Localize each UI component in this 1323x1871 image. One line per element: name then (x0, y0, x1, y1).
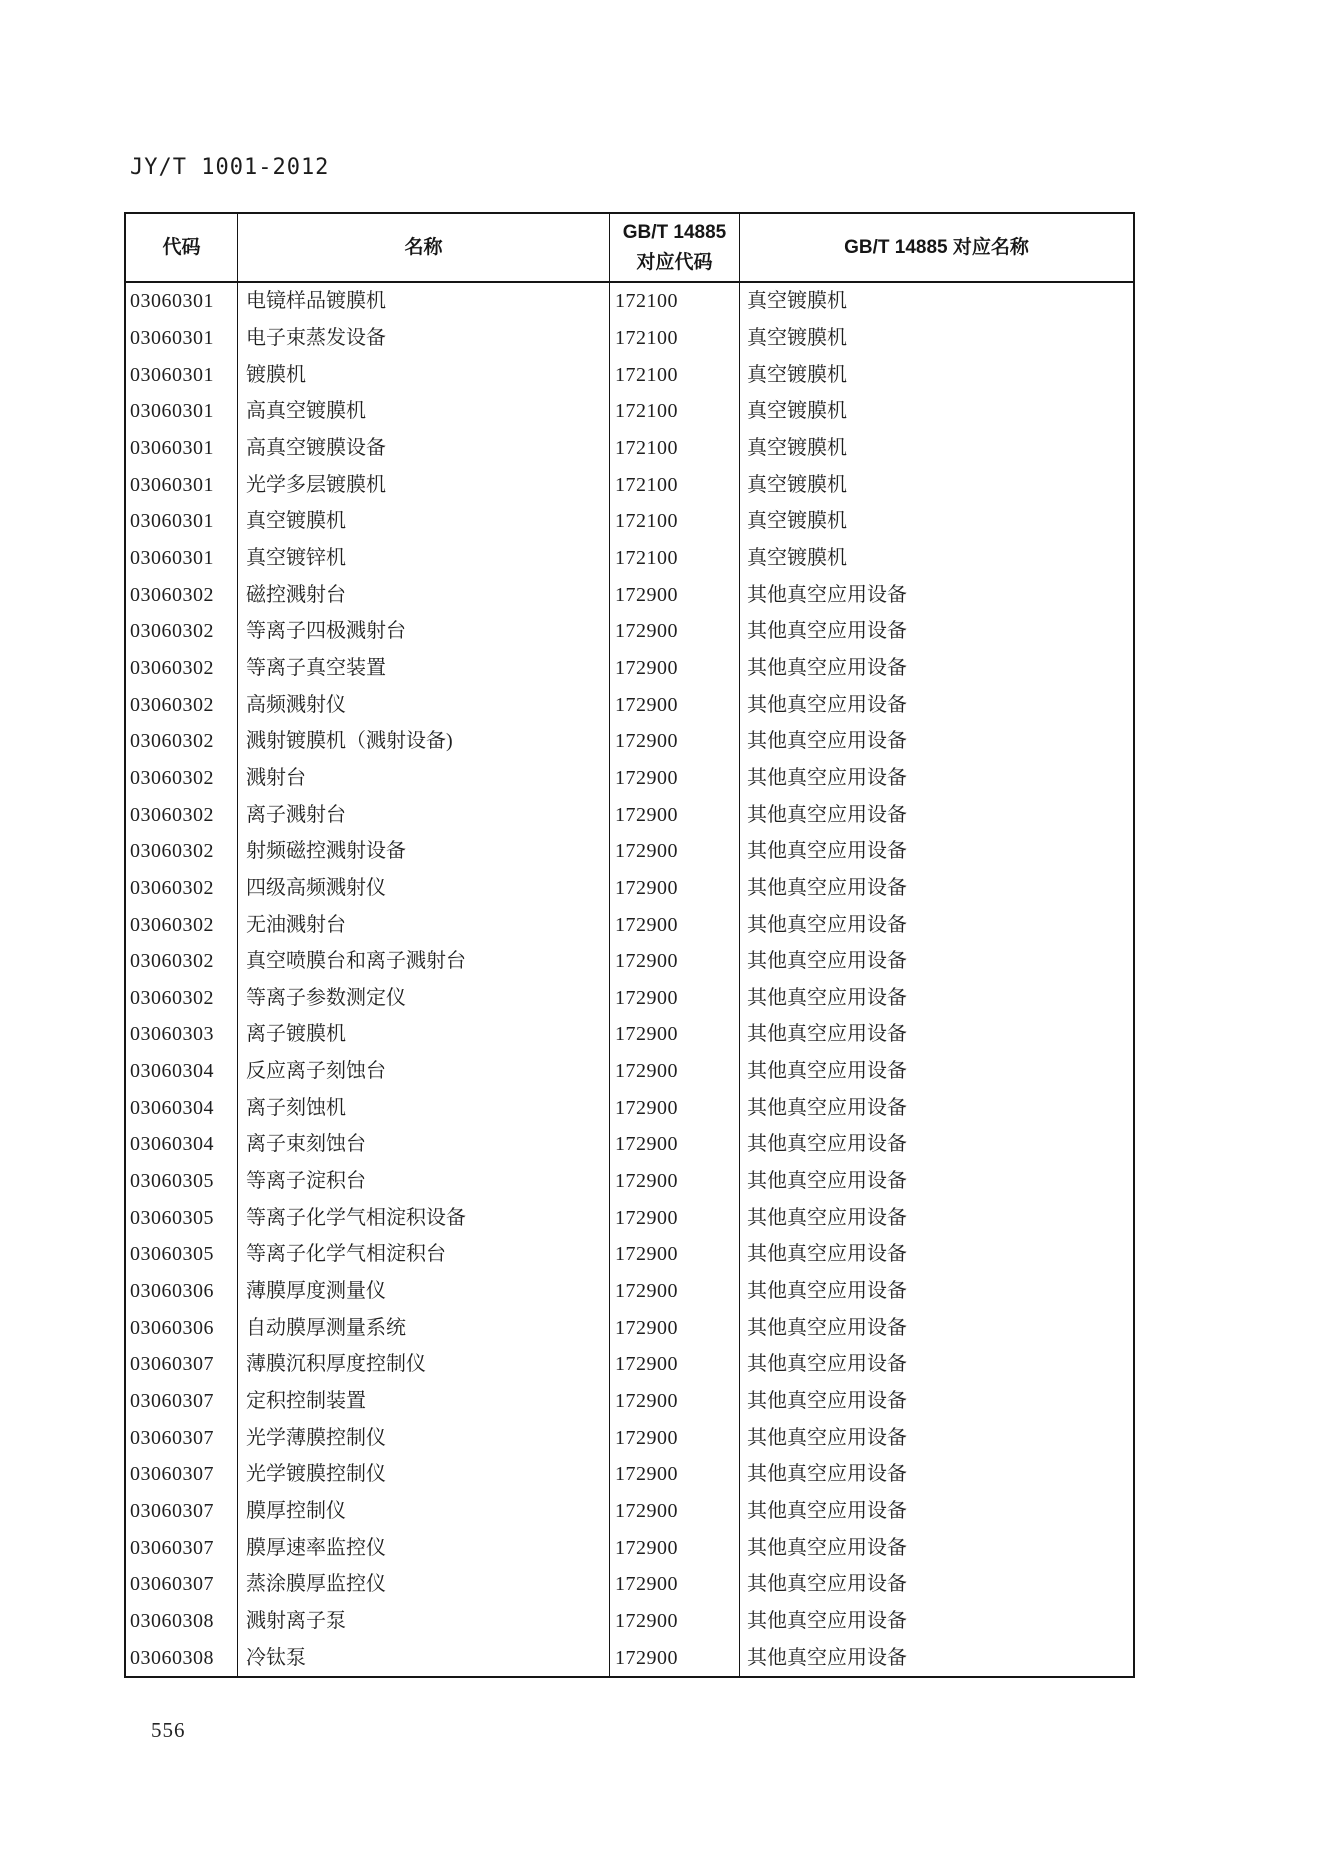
table-row (126, 1639, 1133, 1676)
cell-gb-name: 其他真空应用设备 (747, 583, 907, 606)
cell-gb-name: 其他真空应用设备 (747, 1500, 907, 1523)
cell-name: 四级高频溅射仪 (238, 870, 610, 907)
cell-code: 03060303 (126, 1016, 238, 1053)
cell-gb-name: 其他真空应用设备 (747, 1426, 907, 1449)
table-row (126, 1199, 1133, 1236)
cell-gb-name: 真空镀膜机 (747, 510, 847, 533)
cell-gb-name: 真空镀膜机 (747, 546, 847, 569)
table-row (126, 723, 1133, 760)
cell-gb-name: 其他真空应用设备 (747, 1133, 907, 1156)
cell-gb-name: 其他真空应用设备 (747, 876, 907, 899)
cell-name: 蒸涂膜厚监控仪 (238, 1566, 610, 1603)
cell-gb-name: 其他真空应用设备 (747, 1573, 907, 1596)
cell-code: 03060302 (126, 686, 238, 723)
header-name-label: 名称 (404, 236, 443, 258)
cell-name: 等离子真空装置 (238, 650, 610, 687)
cell-code: 03060304 (126, 1053, 238, 1090)
cell-code: 03060307 (126, 1346, 238, 1383)
cell-name: 电子束蒸发设备 (238, 320, 610, 357)
table-row (126, 283, 1133, 320)
cell-code: 03060307 (126, 1566, 238, 1603)
cell-gb-name: 其他真空应用设备 (747, 730, 907, 753)
header-name (238, 214, 610, 281)
cell-name: 离子刻蚀机 (238, 1089, 610, 1126)
cell-code: 03060307 (126, 1529, 238, 1566)
table-row (126, 1383, 1133, 1420)
table-row (126, 1493, 1133, 1530)
table-row (126, 1126, 1133, 1163)
cell-name: 磁控溅射台 (238, 576, 610, 613)
cell-code: 03060302 (126, 906, 238, 943)
cell-gb-code: 172100 (610, 356, 740, 393)
cell-gb-code: 172100 (610, 430, 740, 467)
table-row (126, 760, 1133, 797)
table-row (126, 1236, 1133, 1273)
table-row (126, 650, 1133, 687)
table-row (126, 356, 1133, 393)
cell-gb-code: 172900 (610, 1419, 740, 1456)
cell-code: 03060302 (126, 833, 238, 870)
table-row (126, 1346, 1133, 1383)
cell-code: 03060301 (126, 283, 238, 320)
page-number: 556 (151, 1718, 186, 1742)
cell-name: 定积控制装置 (238, 1383, 610, 1420)
cell-gb-name: 真空镀膜机 (747, 363, 847, 386)
table-row (126, 943, 1133, 980)
cell-gb-code: 172100 (610, 393, 740, 430)
cell-gb-name: 真空镀膜机 (747, 326, 847, 349)
cell-gb-code: 172900 (610, 613, 740, 650)
cell-name: 反应离子刻蚀台 (238, 1053, 610, 1090)
table-row (126, 686, 1133, 723)
table-row (126, 540, 1133, 577)
cell-gb-code: 172900 (610, 870, 740, 907)
cell-gb-code: 172100 (610, 466, 740, 503)
cell-name: 膜厚控制仪 (238, 1493, 610, 1530)
cell-gb-code: 172900 (610, 1346, 740, 1383)
table-row (126, 503, 1133, 540)
cell-gb-name: 其他真空应用设备 (747, 656, 907, 679)
cell-code: 03060305 (126, 1236, 238, 1273)
table-row (126, 430, 1133, 467)
cell-code: 03060305 (126, 1163, 238, 1200)
cell-code: 03060308 (126, 1639, 238, 1676)
table-row (126, 1419, 1133, 1456)
cell-gb-name: 其他真空应用设备 (747, 803, 907, 826)
cell-name: 等离子化学气相淀积台 (238, 1236, 610, 1273)
cell-name: 离子镀膜机 (238, 1016, 610, 1053)
cell-gb-name: 其他真空应用设备 (747, 1646, 907, 1669)
header-gb-code-line1: GB/T 14885 (622, 222, 727, 244)
cell-name: 自动膜厚测量系统 (238, 1309, 610, 1346)
cell-code: 03060302 (126, 870, 238, 907)
cell-gb-code: 172900 (610, 723, 740, 760)
cell-gb-name: 真空镀膜机 (747, 290, 847, 313)
cell-name: 等离子淀积台 (238, 1163, 610, 1200)
cell-gb-name: 其他真空应用设备 (747, 913, 907, 936)
cell-gb-name: 其他真空应用设备 (747, 693, 907, 716)
cell-name: 溅射台 (238, 760, 610, 797)
cell-name: 等离子参数测定仪 (238, 979, 610, 1016)
cell-gb-name: 其他真空应用设备 (747, 1316, 907, 1339)
cell-code: 03060302 (126, 760, 238, 797)
table-row (126, 1603, 1133, 1640)
table-row (126, 1053, 1133, 1090)
cell-name: 等离子四极溅射台 (238, 613, 610, 650)
table-row (126, 1163, 1133, 1200)
cell-code: 03060306 (126, 1309, 238, 1346)
cell-code: 03060301 (126, 540, 238, 577)
table-row (126, 1309, 1133, 1346)
header-code (126, 214, 238, 281)
cell-name: 薄膜沉积厚度控制仪 (238, 1346, 610, 1383)
cell-gb-name: 其他真空应用设备 (747, 986, 907, 1009)
cell-code: 03060307 (126, 1383, 238, 1420)
cell-gb-code: 172900 (610, 650, 740, 687)
cell-gb-code: 172100 (610, 503, 740, 540)
table-row (126, 466, 1133, 503)
cell-gb-name: 其他真空应用设备 (747, 1096, 907, 1119)
table-row (126, 979, 1133, 1016)
cell-name: 镀膜机 (238, 356, 610, 393)
header-gb-code-line2: 对应代码 (636, 251, 713, 273)
table-row (126, 1456, 1133, 1493)
cell-gb-code: 172900 (610, 686, 740, 723)
cell-code: 03060301 (126, 466, 238, 503)
table-row (126, 870, 1133, 907)
standard-number: JY/T 1001-2012 (130, 155, 330, 180)
cell-gb-code: 172900 (610, 1199, 740, 1236)
table-row (126, 1273, 1133, 1310)
cell-gb-code: 172100 (610, 283, 740, 320)
cell-gb-code: 172900 (610, 1236, 740, 1273)
cell-gb-code: 172900 (610, 1603, 740, 1640)
cell-gb-name: 其他真空应用设备 (747, 1206, 907, 1229)
table-body (126, 283, 1133, 1676)
header-code-label: 代码 (162, 236, 201, 258)
cell-gb-code: 172900 (610, 1273, 740, 1310)
cell-name: 光学多层镀膜机 (238, 466, 610, 503)
cell-name: 真空镀锌机 (238, 540, 610, 577)
cell-gb-code: 172100 (610, 540, 740, 577)
cell-code: 03060301 (126, 356, 238, 393)
header-gb-name (740, 214, 1133, 281)
cell-gb-code: 172900 (610, 833, 740, 870)
cell-gb-name: 其他真空应用设备 (747, 1390, 907, 1413)
cell-gb-code: 172900 (610, 906, 740, 943)
cell-code: 03060302 (126, 650, 238, 687)
cell-gb-name: 其他真空应用设备 (747, 1243, 907, 1266)
cell-gb-name: 其他真空应用设备 (747, 1170, 907, 1193)
cell-name: 无油溅射台 (238, 906, 610, 943)
cell-gb-code: 172900 (610, 1309, 740, 1346)
cell-gb-code: 172900 (610, 760, 740, 797)
cell-name: 冷钛泵 (238, 1639, 610, 1676)
cell-gb-code: 172900 (610, 1456, 740, 1493)
table-row (126, 613, 1133, 650)
cell-gb-name: 其他真空应用设备 (747, 620, 907, 643)
cell-gb-code: 172900 (610, 1016, 740, 1053)
cell-gb-name: 其他真空应用设备 (747, 766, 907, 789)
cell-code: 03060304 (126, 1089, 238, 1126)
table-row (126, 1089, 1133, 1126)
table-row (126, 393, 1133, 430)
table-row (126, 1566, 1133, 1603)
cell-gb-name: 其他真空应用设备 (747, 1023, 907, 1046)
cell-name: 溅射离子泵 (238, 1603, 610, 1640)
cell-gb-name: 其他真空应用设备 (747, 840, 907, 863)
cell-gb-name: 其他真空应用设备 (747, 1280, 907, 1303)
cell-gb-code: 172900 (610, 1529, 740, 1566)
table-row (126, 576, 1133, 613)
cell-gb-code: 172100 (610, 320, 740, 357)
cell-code: 03060301 (126, 430, 238, 467)
cell-gb-name: 其他真空应用设备 (747, 1353, 907, 1376)
cell-gb-code: 172900 (610, 1383, 740, 1420)
cell-code: 03060302 (126, 943, 238, 980)
cell-name: 光学镀膜控制仪 (238, 1456, 610, 1493)
cell-gb-name: 其他真空应用设备 (747, 950, 907, 973)
table-row (126, 1529, 1133, 1566)
cell-name: 高真空镀膜机 (238, 393, 610, 430)
cell-code: 03060306 (126, 1273, 238, 1310)
cell-code: 03060302 (126, 723, 238, 760)
cell-gb-code: 172900 (610, 1089, 740, 1126)
cell-code: 03060305 (126, 1199, 238, 1236)
cell-gb-code: 172900 (610, 796, 740, 833)
cell-gb-code: 172900 (610, 943, 740, 980)
cell-name: 离子溅射台 (238, 796, 610, 833)
cell-code: 03060301 (126, 320, 238, 357)
cell-gb-code: 172900 (610, 1053, 740, 1090)
cell-gb-code: 172900 (610, 1163, 740, 1200)
header-gb-name-label: GB/T 14885 对应名称 (844, 236, 1029, 258)
table-row (126, 906, 1133, 943)
cell-gb-code: 172900 (610, 1566, 740, 1603)
cell-gb-name: 其他真空应用设备 (747, 1610, 907, 1632)
cell-gb-name: 其他真空应用设备 (747, 1060, 907, 1083)
cell-gb-name: 其他真空应用设备 (747, 1536, 907, 1559)
table-row (126, 320, 1133, 357)
cell-gb-name: 真空镀膜机 (747, 400, 847, 423)
cell-gb-name: 真空镀膜机 (747, 436, 847, 459)
cell-name: 高频溅射仪 (238, 686, 610, 723)
cell-gb-code: 172900 (610, 979, 740, 1016)
cell-code: 03060307 (126, 1419, 238, 1456)
cell-name: 薄膜厚度测量仪 (238, 1273, 610, 1310)
cell-name: 射频磁控溅射设备 (238, 833, 610, 870)
table-header-row (126, 214, 1133, 283)
cell-name: 离子束刻蚀台 (238, 1126, 610, 1163)
cell-code: 03060302 (126, 979, 238, 1016)
cell-gb-code: 172900 (610, 1126, 740, 1163)
cell-code: 03060301 (126, 393, 238, 430)
cell-name: 等离子化学气相淀积设备 (238, 1199, 610, 1236)
cell-code: 03060307 (126, 1456, 238, 1493)
cell-code: 03060302 (126, 613, 238, 650)
cell-gb-name: 其他真空应用设备 (747, 1463, 907, 1486)
cell-code: 03060307 (126, 1493, 238, 1530)
table-row (126, 833, 1133, 870)
cell-gb-name: 真空镀膜机 (747, 473, 847, 496)
cell-code: 03060308 (126, 1603, 238, 1640)
cell-code: 03060302 (126, 576, 238, 613)
cell-name: 膜厚速率监控仪 (238, 1529, 610, 1566)
cell-code: 03060301 (126, 503, 238, 540)
cell-gb-code: 172900 (610, 576, 740, 613)
table-row (126, 796, 1133, 833)
code-mapping-table (124, 212, 1135, 1678)
table-row (126, 1016, 1133, 1053)
cell-name: 电镜样品镀膜机 (238, 283, 610, 320)
cell-gb-code: 172900 (610, 1493, 740, 1530)
cell-name: 高真空镀膜设备 (238, 430, 610, 467)
cell-gb-code: 172900 (610, 1639, 740, 1676)
header-gb-code (610, 214, 740, 281)
cell-name: 光学薄膜控制仪 (238, 1419, 610, 1456)
cell-name: 真空喷膜台和离子溅射台 (238, 943, 610, 980)
cell-code: 03060302 (126, 796, 238, 833)
cell-code: 03060304 (126, 1126, 238, 1163)
cell-name: 溅射镀膜机（溅射设备) (238, 723, 610, 760)
cell-name: 真空镀膜机 (238, 503, 610, 540)
